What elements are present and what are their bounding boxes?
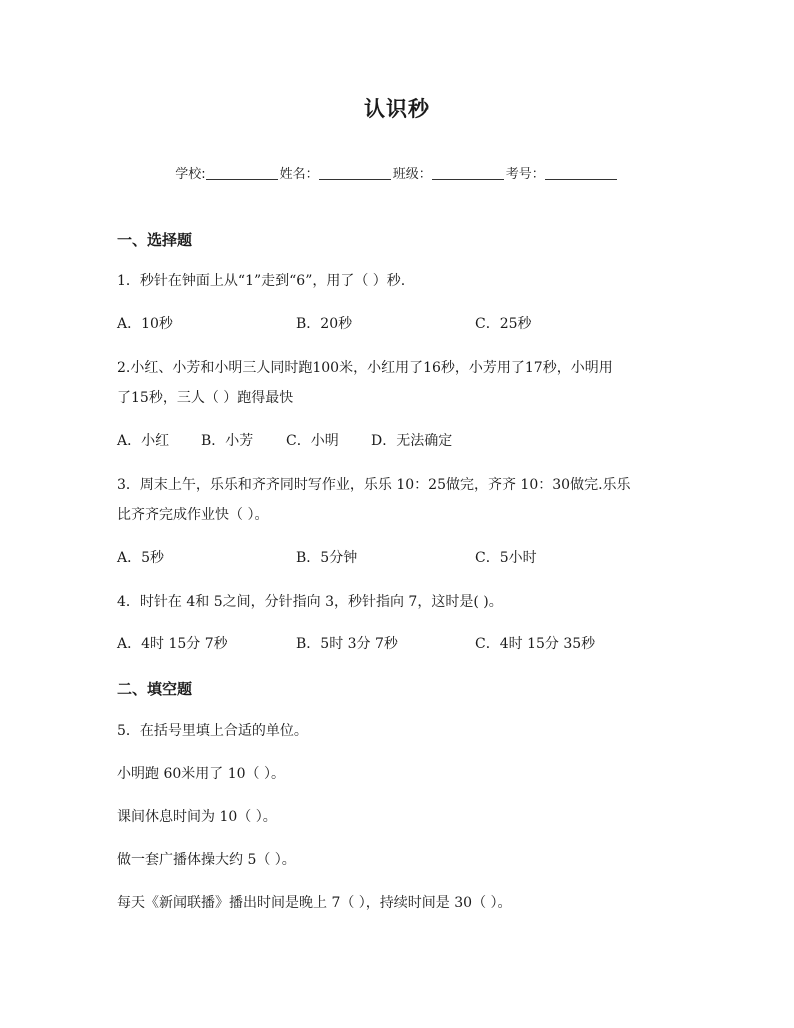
option-c[interactable]: C．4时 15分 35秒	[475, 636, 596, 652]
option-a[interactable]: A．4时 15分 7秒	[117, 636, 228, 652]
question-3-line-2: 比齐齐完成作业快（ ）。	[117, 507, 269, 523]
option-c[interactable]: C．25秒	[475, 316, 532, 332]
section-choice-heading: 一、选择题	[117, 231, 193, 249]
name-label: 姓名：	[279, 167, 319, 182]
question-1: 1．秒针在钟面上从“1”走到“6”，用了（ ）秒.	[117, 273, 406, 289]
student-info-row	[0, 163, 794, 182]
page-title: 认识秒	[364, 96, 430, 121]
question-5: 5．在括号里填上合适的单位。	[117, 723, 308, 739]
name-blank[interactable]	[319, 167, 391, 180]
option-b[interactable]: B．5时 3分 7秒	[296, 636, 398, 652]
school-label: 学校:	[175, 167, 206, 182]
class-label: 班级：	[392, 167, 432, 182]
question-1-options	[117, 314, 677, 334]
option-a[interactable]: A．小红	[117, 433, 170, 449]
number-blank[interactable]	[545, 167, 617, 180]
option-c[interactable]: C．小明	[286, 433, 339, 449]
question-2-line-2: 了15秒，三人（ ）跑得最快	[117, 390, 294, 406]
question-5-item-3: 做一套广播体操大约 5（ ）。	[117, 852, 296, 868]
question-3-options	[117, 548, 677, 568]
option-b[interactable]: B．5分钟	[296, 550, 358, 566]
option-b[interactable]: B．20秒	[296, 316, 353, 332]
option-a[interactable]: A．10秒	[117, 316, 173, 332]
option-b[interactable]: B．小芳	[201, 433, 254, 449]
section-fill-heading: 二、填空题	[117, 680, 193, 698]
question-5-item-1: 小明跑 60米用了 10（ ）。	[117, 766, 285, 782]
question-3-line-1: 3．周末上午，乐乐和齐齐同时写作业，乐乐 10：25做完，齐齐 10：30做完.乐乐	[117, 477, 631, 493]
option-a[interactable]: A．5秒	[117, 550, 165, 566]
school-blank[interactable]	[206, 167, 278, 180]
question-5-item-4: 每天《新闻联播》播出时间是晚上 7（ ），持续时间是 30（ ）。	[117, 895, 512, 911]
option-d[interactable]: D．无法确定	[371, 433, 453, 449]
question-2-line-1: 2.小红、小芳和小明三人同时跑100米，小红用了16秒，小芳用了17秒，小明用	[117, 360, 613, 376]
question-4-options	[117, 634, 677, 654]
question-2-options	[117, 431, 677, 451]
question-4: 4．时针在 4和 5之间，分针指向 3，秒针指向 7，这时是( )。	[117, 594, 503, 610]
option-c[interactable]: C．5小时	[475, 550, 537, 566]
number-label: 考号：	[505, 167, 545, 182]
class-blank[interactable]	[432, 167, 504, 180]
question-5-item-2: 课间休息时间为 10（ ）。	[117, 809, 277, 825]
